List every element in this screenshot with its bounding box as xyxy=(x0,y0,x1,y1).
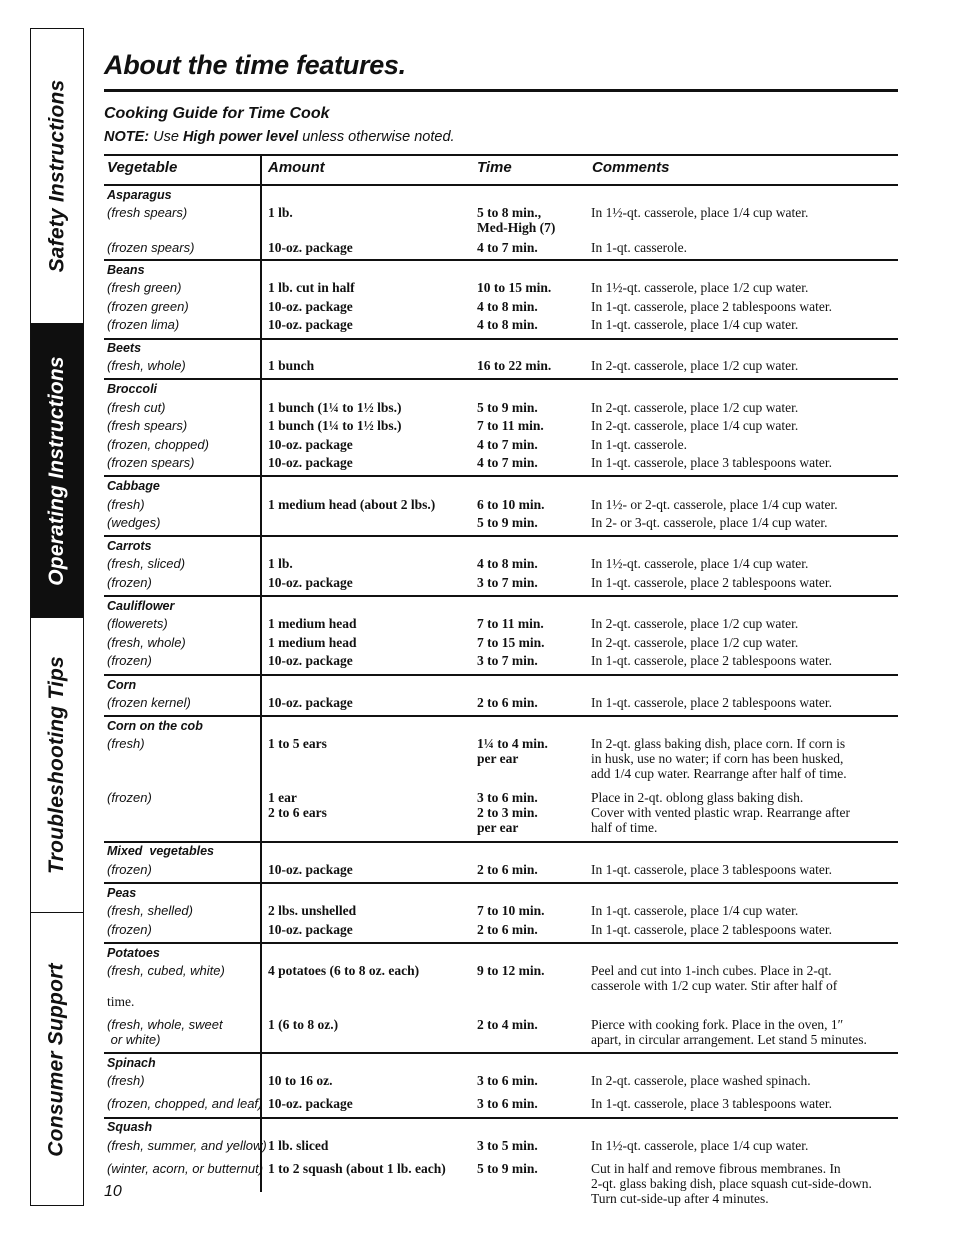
vegetable-group-name: Peas xyxy=(107,886,137,900)
vegetable-variant: (fresh, shelled) xyxy=(107,903,193,918)
comment-cell: In 1-qt. casserole, place 2 tablespoons water. xyxy=(591,653,833,668)
vegetable-variant: (frozen) xyxy=(107,653,152,668)
group-divider xyxy=(104,674,898,676)
vegetable-variant: (frozen) xyxy=(107,922,152,937)
time-cell: 5 to 9 min. xyxy=(477,400,538,415)
time-cell: 4 to 8 min. xyxy=(477,317,538,332)
comment-cell: In 2-qt. glass baking dish, place corn. If corn is in husk, use no water; if corn has been husked, add 1/4 cup water. Rearrange after half of time. xyxy=(591,736,847,781)
group-divider xyxy=(104,259,898,261)
group-divider xyxy=(104,338,898,340)
comment-cell: In 2-qt. casserole, place 1/2 cup water. xyxy=(591,635,799,650)
amount-cell: 10 to 16 oz. xyxy=(268,1073,333,1088)
vegetable-variant: (frozen) xyxy=(107,862,152,877)
group-divider xyxy=(104,378,898,380)
time-cell: 1¼ to 4 min. per ear xyxy=(477,736,548,766)
comment-cell: In 2-qt. casserole, place 1/2 cup water. xyxy=(591,358,799,373)
group-divider xyxy=(104,1117,898,1119)
time-cell: 4 to 8 min. xyxy=(477,299,538,314)
time-cell: 4 to 7 min. xyxy=(477,240,538,255)
vegetable-variant: (fresh, sliced) xyxy=(107,556,186,571)
vegetable-variant: (fresh spears) xyxy=(107,205,188,220)
amount-cell: 1 lb. xyxy=(268,556,293,571)
comment-cell: In 2-qt. casserole, place washed spinach. xyxy=(591,1073,811,1088)
vegetable-variant: (fresh, cubed, white) xyxy=(107,963,225,978)
time-cell: 3 to 7 min. xyxy=(477,575,538,590)
time-cell: 2 to 6 min. xyxy=(477,922,538,937)
note-bold: High power level xyxy=(182,129,299,145)
comment-cell: In 1-qt. casserole, place 3 tablespoons water. xyxy=(591,455,833,470)
comment-cell: In 1-qt. casserole, place 1/4 cup water. xyxy=(591,317,799,332)
comment-cell: In 2- or 3-qt. casserole, place 1/4 cup water. xyxy=(591,515,828,530)
time-cell: 6 to 10 min. xyxy=(477,497,545,512)
comment-cell: In 1½-qt. casserole, place 1/4 cup water. xyxy=(591,556,809,571)
vegetable-variant: (fresh, summer, and yellow) xyxy=(107,1138,267,1153)
vegetable-group-name: Potatoes xyxy=(107,946,160,960)
comment-cell: Pierce with cooking fork. Place in the oven, 1″ apart, in circular arrangement. Let stand 5 minutes. xyxy=(591,1017,867,1047)
comment-cell: In 1-qt. casserole, place 1/4 cup water. xyxy=(591,903,799,918)
amount-cell: 1 medium head xyxy=(268,616,357,631)
time-cell: 7 to 11 min. xyxy=(477,616,544,631)
vegetable-variant: time. xyxy=(107,994,135,1009)
comment-cell: In 1-qt. casserole. xyxy=(591,240,687,255)
time-cell: 16 to 22 min. xyxy=(477,358,552,373)
amount-cell: 1 medium head xyxy=(268,635,357,650)
comment-cell: In 1-qt. casserole, place 2 tablespoons water. xyxy=(591,922,833,937)
column-divider xyxy=(260,154,262,1192)
vegetable-variant: (frozen kernel) xyxy=(107,695,191,710)
vegetable-group-name: Beans xyxy=(107,263,145,277)
time-cell: 5 to 8 min., Med-High (7) xyxy=(477,205,556,235)
page-number: 10 xyxy=(104,1183,122,1200)
note-text: Use xyxy=(149,129,183,145)
group-divider xyxy=(104,841,898,843)
vegetable-variant: (fresh) xyxy=(107,497,145,512)
amount-cell: 1 medium head (about 2 lbs.) xyxy=(268,497,436,512)
vegetable-variant: (fresh, whole) xyxy=(107,635,186,650)
time-cell: 3 to 5 min. xyxy=(477,1138,538,1153)
amount-cell: 1 ear 2 to 6 ears xyxy=(268,790,327,820)
group-divider xyxy=(104,1052,898,1054)
amount-cell: 10-oz. package xyxy=(268,437,353,452)
time-cell: 7 to 11 min. xyxy=(477,418,544,433)
header-vegetable: Vegetable xyxy=(107,159,178,176)
comment-cell: In 1½- or 2-qt. casserole, place 1/4 cup water. xyxy=(591,497,838,512)
vegetable-group-name: Cabbage xyxy=(107,479,160,493)
vegetable-variant: (flowerets) xyxy=(107,616,168,631)
amount-cell: 1 to 2 squash (about 1 lb. each) xyxy=(268,1161,446,1176)
amount-cell: 1 lb. sliced xyxy=(268,1138,329,1153)
time-cell: 3 to 6 min. xyxy=(477,1073,538,1088)
vegetable-variant: (fresh, whole, sweet or white) xyxy=(107,1017,223,1047)
time-cell: 3 to 7 min. xyxy=(477,653,538,668)
group-divider xyxy=(104,475,898,477)
tab-label: Troubleshooting Tips xyxy=(45,656,69,874)
amount-cell: 10-oz. package xyxy=(268,299,353,314)
side-navigation xyxy=(30,28,84,1206)
vegetable-variant: (frozen, chopped, and leaf) xyxy=(107,1096,263,1111)
group-divider xyxy=(104,942,898,944)
tab-label: Consumer Support xyxy=(45,963,68,1157)
vegetable-group-name: Corn on the cob xyxy=(107,719,203,733)
vegetable-group-name: Broccoli xyxy=(107,382,158,396)
page-title: About the time features. xyxy=(104,50,406,80)
comment-cell: In 1½-qt. casserole, place 1/2 cup water. xyxy=(591,280,809,295)
vegetable-group-name: Carrots xyxy=(107,539,152,553)
comment-cell: In 2-qt. casserole, place 1/2 cup water. xyxy=(591,400,799,415)
tab-label: Operating Instructions xyxy=(45,355,68,586)
vegetable-group-name: Spinach xyxy=(107,1056,156,1070)
header-comments: Comments xyxy=(592,159,670,176)
comment-cell: In 1-qt. casserole, place 3 tablespoons water. xyxy=(591,1096,833,1111)
tab-label: Safety Instructions xyxy=(45,79,68,273)
vegetable-variant: (fresh green) xyxy=(107,280,182,295)
comment-cell: In 1-qt. casserole. xyxy=(591,437,687,452)
amount-cell: 10-oz. package xyxy=(268,862,353,877)
amount-cell: 1 bunch xyxy=(268,358,315,373)
vegetable-group-name: Beets xyxy=(107,341,142,355)
section-subtitle: Cooking Guide for Time Cook xyxy=(104,105,330,122)
group-divider xyxy=(104,882,898,884)
amount-cell: 10-oz. package xyxy=(268,240,353,255)
comment-cell: In 1½-qt. casserole, place 1/4 cup water. xyxy=(591,205,809,220)
vegetable-variant: (wedges) xyxy=(107,515,161,530)
time-cell: 5 to 9 min. xyxy=(477,515,538,530)
vegetable-variant: (frozen green) xyxy=(107,299,189,314)
vegetable-group-name: Mixed vegetables xyxy=(107,844,214,858)
header-time: Time xyxy=(477,159,512,176)
comment-cell: In 1-qt. casserole, place 2 tablespoons water. xyxy=(591,299,833,314)
time-cell: 2 to 6 min. xyxy=(477,862,538,877)
header-amount: Amount xyxy=(268,159,325,176)
comment-cell: In 2-qt. casserole, place 1/2 cup water. xyxy=(591,616,799,631)
comment-cell: Place in 2-qt. oblong glass baking dish. Cover with vented plastic wrap. Rearrange after half of time. xyxy=(591,790,851,835)
vegetable-variant: (frozen lima) xyxy=(107,317,180,332)
group-divider xyxy=(104,535,898,537)
comment-cell: Peel and cut into 1-inch cubes. Place in 2-qt. casserole with 1/2 cup water. Stir after half of xyxy=(591,963,838,993)
time-cell: 10 to 15 min. xyxy=(477,280,552,295)
comment-cell: Cut in half and remove fibrous membranes. In 2-qt. glass baking dish, place squash cut-side-down. Turn cut-side-up after 4 minutes. xyxy=(591,1161,872,1206)
vegetable-variant: (frozen spears) xyxy=(107,240,195,255)
group-divider xyxy=(104,184,898,186)
power-level-note xyxy=(104,129,455,145)
vegetable-variant: (winter, acorn, or butternut) xyxy=(107,1161,264,1176)
amount-cell: 10-oz. package xyxy=(268,695,353,710)
amount-cell: 1 (6 to 8 oz.) xyxy=(268,1017,339,1032)
amount-cell: 10-oz. package xyxy=(268,653,353,668)
vegetable-variant: (fresh spears) xyxy=(107,418,188,433)
note-prefix: NOTE: xyxy=(104,129,150,145)
comment-cell: In 2-qt. casserole, place 1/4 cup water. xyxy=(591,418,799,433)
vegetable-variant: (frozen spears) xyxy=(107,455,195,470)
amount-cell: 1 to 5 ears xyxy=(268,736,327,751)
time-cell: 3 to 6 min. 2 to 3 min. per ear xyxy=(477,790,538,835)
amount-cell: 1 bunch (1¼ to 1½ lbs.) xyxy=(268,418,402,433)
title-divider xyxy=(104,89,898,92)
amount-cell: 10-oz. package xyxy=(268,1096,353,1111)
amount-cell: 10-oz. package xyxy=(268,922,353,937)
vegetable-variant: (frozen) xyxy=(107,790,152,805)
time-cell: 2 to 4 min. xyxy=(477,1017,538,1032)
amount-cell: 1 lb. xyxy=(268,205,293,220)
tab-troubleshooting-tips[interactable] xyxy=(31,618,83,913)
vegetable-variant: (frozen, chopped) xyxy=(107,437,209,452)
time-cell: 3 to 6 min. xyxy=(477,1096,538,1111)
amount-cell: 1 lb. cut in half xyxy=(268,280,355,295)
time-cell: 4 to 7 min. xyxy=(477,455,538,470)
vegetable-variant: (fresh cut) xyxy=(107,400,166,415)
comment-cell: In 1-qt. casserole, place 3 tablespoons water. xyxy=(591,862,833,877)
tab-safety-instructions[interactable] xyxy=(31,29,83,324)
table-top-rule xyxy=(104,154,898,156)
note-text-end: unless otherwise noted. xyxy=(298,129,455,145)
vegetable-group-name: Squash xyxy=(107,1120,153,1134)
amount-cell: 10-oz. package xyxy=(268,575,353,590)
tab-operating-instructions[interactable] xyxy=(31,324,83,618)
time-cell: 9 to 12 min. xyxy=(477,963,545,978)
time-cell: 7 to 15 min. xyxy=(477,635,545,650)
comment-cell: In 1-qt. casserole, place 2 tablespoons water. xyxy=(591,575,833,590)
comment-cell: In 1½-qt. casserole, place 1/4 cup water. xyxy=(591,1138,809,1153)
amount-cell: 10-oz. package xyxy=(268,317,353,332)
amount-cell: 4 potatoes (6 to 8 oz. each) xyxy=(268,963,420,978)
time-cell: 4 to 7 min. xyxy=(477,437,538,452)
vegetable-variant: (frozen) xyxy=(107,575,152,590)
vegetable-group-name: Asparagus xyxy=(107,188,172,202)
comment-cell: In 1-qt. casserole, place 2 tablespoons water. xyxy=(591,695,833,710)
vegetable-variant: (fresh) xyxy=(107,1073,145,1088)
group-divider xyxy=(104,715,898,717)
amount-cell: 1 bunch (1¼ to 1½ lbs.) xyxy=(268,400,402,415)
group-divider xyxy=(104,595,898,597)
vegetable-group-name: Cauliflower xyxy=(107,599,175,613)
vegetable-variant: (fresh, whole) xyxy=(107,358,186,373)
time-cell: 7 to 10 min. xyxy=(477,903,545,918)
amount-cell: 2 lbs. unshelled xyxy=(268,903,357,918)
time-cell: 5 to 9 min. xyxy=(477,1161,538,1176)
time-cell: 4 to 8 min. xyxy=(477,556,538,571)
time-cell: 2 to 6 min. xyxy=(477,695,538,710)
vegetable-variant: (fresh) xyxy=(107,736,145,751)
amount-cell: 10-oz. package xyxy=(268,455,353,470)
tab-consumer-support[interactable] xyxy=(31,913,83,1207)
vegetable-group-name: Corn xyxy=(107,678,137,692)
